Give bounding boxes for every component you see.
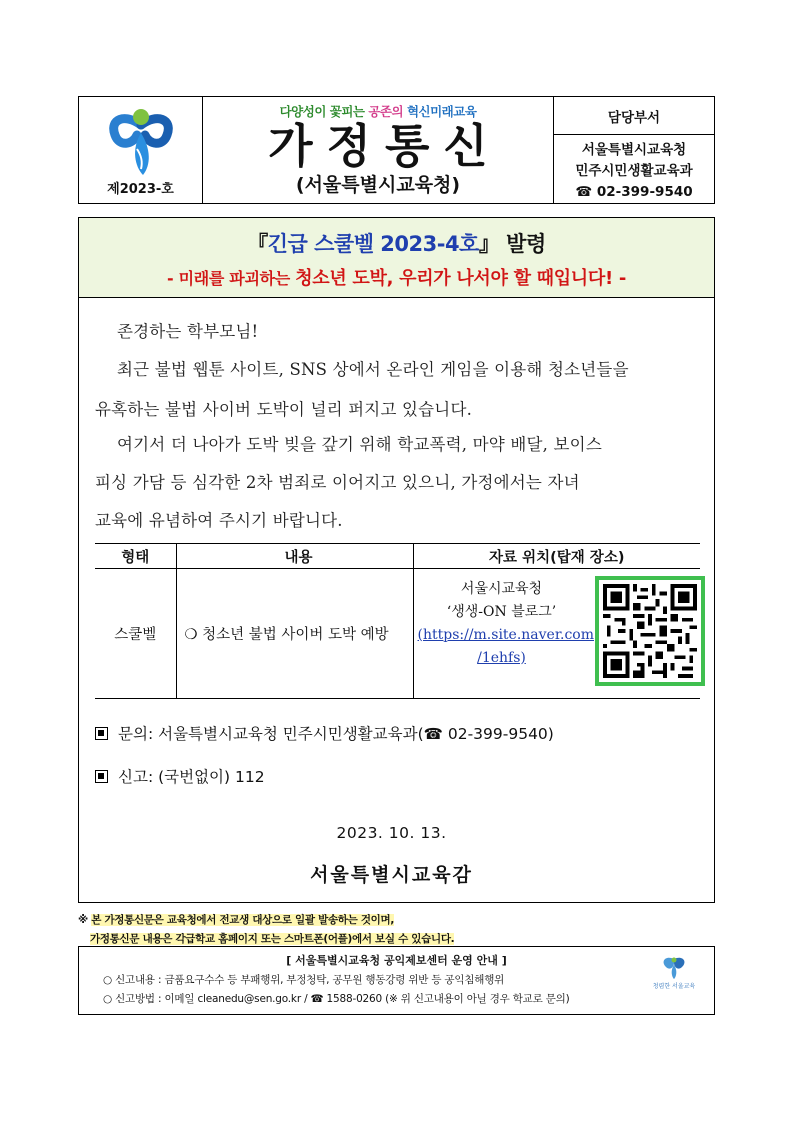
seoul-education-logo-icon [107, 105, 175, 179]
notice-title: 『긴급 스쿨벨 2023-4호』 발령 [247, 232, 546, 256]
issue-number: 제2023-호 [107, 182, 174, 197]
slogan-part3: 혁신미래교육 [406, 104, 477, 119]
inquiry-text: 문의: 서울특별시교육청 민주시민생활교육과(☎ 02-399-9540) [118, 725, 554, 743]
table-row [95, 569, 700, 699]
footnote-line2: 가정통신문 내용은 각급학교 홈페이지 또는 스마트폰(어플)에서 보실 수 있습니다. [90, 933, 455, 945]
logo-cell [79, 97, 203, 203]
location-line2: ‘생생-ON 블로그’ [446, 603, 557, 620]
blog-link-line1[interactable]: (https://m.site.naver.com [417, 626, 594, 643]
row-content: ❍ 청소년 불법 사이버 도박 예방 [176, 569, 413, 699]
department-info [554, 135, 714, 203]
page-title: 가정통신 [268, 119, 502, 173]
location-line1: 서울시교육청 [460, 580, 543, 597]
notice-subtitle: - 미래를 파괴하는 청소년 도박, 우리가 나서야 할 때입니다! - [166, 268, 627, 289]
greeting: 존경하는 학부모님! [117, 322, 259, 341]
footnote-line1: ※ 본 가정통신문은 교육청에서 전교생 대상으로 일괄 발송하는 것이며, [78, 914, 395, 926]
issue-date: 2023. 10. 13. [336, 824, 447, 842]
slogan-part2: 공존의 [368, 104, 404, 119]
paragraph2-line2: 피싱 가담 등 심각한 2차 범죄로 이어지고 있으니, 가정에서는 자녀 [95, 473, 580, 492]
whistleblower-info-box [78, 946, 715, 1015]
slogan-part1: 다양성이 꽃피는 [279, 104, 365, 119]
department-line1: 서울특별시교육청 [581, 142, 687, 158]
info-title: [ 서울특별시교육청 공익제보센터 운영 안내 ] [286, 954, 507, 967]
square-bullet-icon [95, 727, 108, 740]
table-header-type: 형태 [95, 544, 176, 569]
row-location [413, 569, 700, 699]
footnote [78, 911, 454, 949]
paragraph2-line3: 교육에 유념하여 주시기 바랍니다. [95, 511, 343, 530]
row-type: 스쿨벨 [95, 569, 176, 699]
department-label: 담당부서 [554, 97, 714, 135]
notice-title-highlight: 긴급 스쿨벨 2023-4호 [267, 232, 479, 256]
header-box [78, 96, 715, 204]
square-bullet-icon [95, 770, 108, 783]
svg-text:청렴한 서울교육: 청렴한 서울교육 [652, 983, 696, 990]
blog-link-line2[interactable]: /1ehfs) [477, 649, 526, 666]
notice-box [78, 217, 715, 903]
title-cell [203, 97, 553, 203]
table-header-row [95, 544, 700, 569]
paragraph2-line1: 여기서 더 나아가 도박 빚을 갚기 위해 학교폭력, 마약 배달, 보이스 [117, 435, 602, 454]
paragraph1-line1: 최근 불법 웹툰 사이트, SNS 상에서 온라인 게임을 이용해 청소년들을 [117, 360, 629, 379]
report-text: 신고: (국번없이) 112 [118, 768, 265, 786]
table-header-content: 내용 [176, 544, 413, 569]
department-line2: 민주시민생활교육과 [575, 163, 693, 179]
info-line1: ○ 신고내용 : 금품요구수수 등 부패행위, 부정청탁, 공무원 행동강령 위반 등 공익침해행위 [103, 974, 505, 986]
department-cell [553, 97, 714, 203]
organization-name: (서울특별시교육청) [295, 174, 461, 196]
inquiry-contact [95, 722, 554, 744]
qr-code-icon[interactable] [595, 576, 705, 686]
paragraph1-line2: 유혹하는 불법 사이버 도박이 널리 퍼지고 있습니다. [95, 400, 473, 419]
report-contact [95, 765, 265, 787]
department-phone: ☎ 02-399-9540 [575, 184, 693, 200]
notice-title-band [79, 218, 714, 298]
signature: 서울특별시교육감 [310, 864, 473, 886]
location-text [417, 578, 594, 670]
integrity-logo-icon [652, 955, 696, 995]
table-header-location: 자료 위치(탑재 장소) [413, 544, 700, 569]
resource-table [95, 543, 700, 699]
info-line2: ○ 신고방법 : 이메일 cleanedu@sen.go.kr / ☎ 1588-0260 (※ 위 신고내용이 아닐 경우 학교로 문의) [103, 993, 570, 1005]
